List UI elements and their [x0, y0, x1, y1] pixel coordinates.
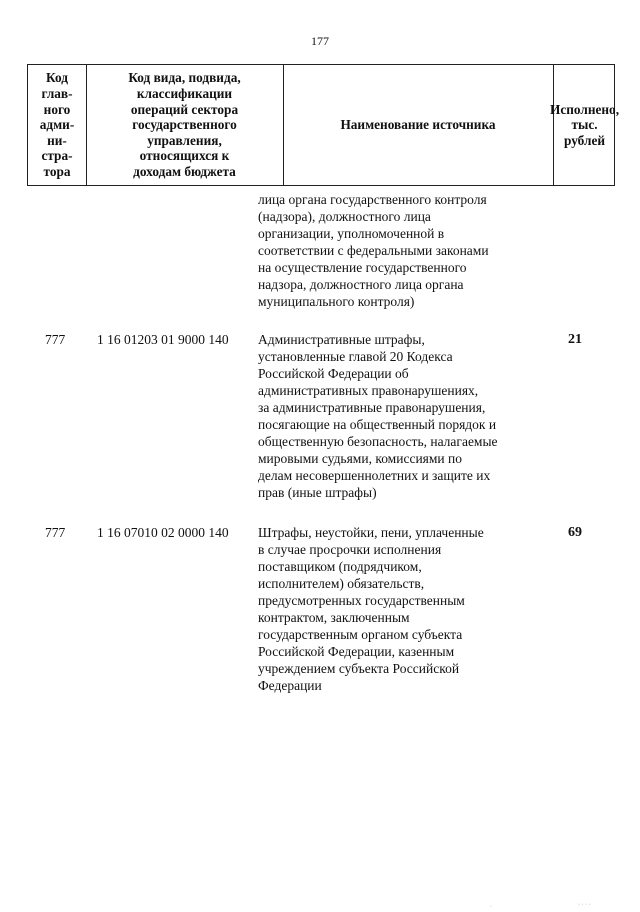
kbk-code: 1 16 07010 02 0000 140 — [97, 525, 229, 540]
scan-noise: · — [490, 904, 492, 910]
amount-value: 69 — [568, 525, 582, 540]
source-name: Штрафы, неустойки, пени, уплаченные в случае просрочки исполнения поставщиком (подрядчиком, исполнителем) обязательств, предусмотренных государственным контрактом, заключенным государственным органом субъекта Российской Федерации, казенным учреждением субъекта Российской Федерации — [258, 525, 484, 693]
header-kbk-code: Код вида, подвида, классификации операций сектора государственного управления, относящихся к доходам бюджета — [128, 70, 241, 179]
header-admin-code: Код глав- ного адми- ни- стра- тора — [39, 70, 75, 179]
admin-code: 777 — [45, 525, 66, 540]
header-source-name: Наименование источника — [340, 117, 496, 133]
kbk-code: 1 16 01203 01 9000 140 — [97, 332, 229, 347]
header-amount: Исполнено, тыс. рублей — [549, 101, 620, 148]
scan-noise: · · · · — [578, 902, 591, 908]
table-header — [27, 64, 620, 186]
admin-code: 777 — [45, 332, 66, 347]
continuation-text: лица органа государственного контроля (надзора), должностного лица организации, уполномоченной в соответствии с федеральными законами на осуществление государственного надзора, должностного лица органа муниципального контроля) — [258, 192, 489, 309]
source-name: Административные штрафы, установленные главой 20 Кодекса Российской Федерации об административных правонарушениях, за административные правонарушения, посягающие на общественный порядок и общественную безопасность, налагаемые мировыми судьями, комиссиями по делам несовершеннолетних и защите их прав (иные штрафы) — [258, 332, 498, 500]
amount-value: 21 — [568, 332, 582, 347]
page-number: 177 — [311, 34, 329, 48]
